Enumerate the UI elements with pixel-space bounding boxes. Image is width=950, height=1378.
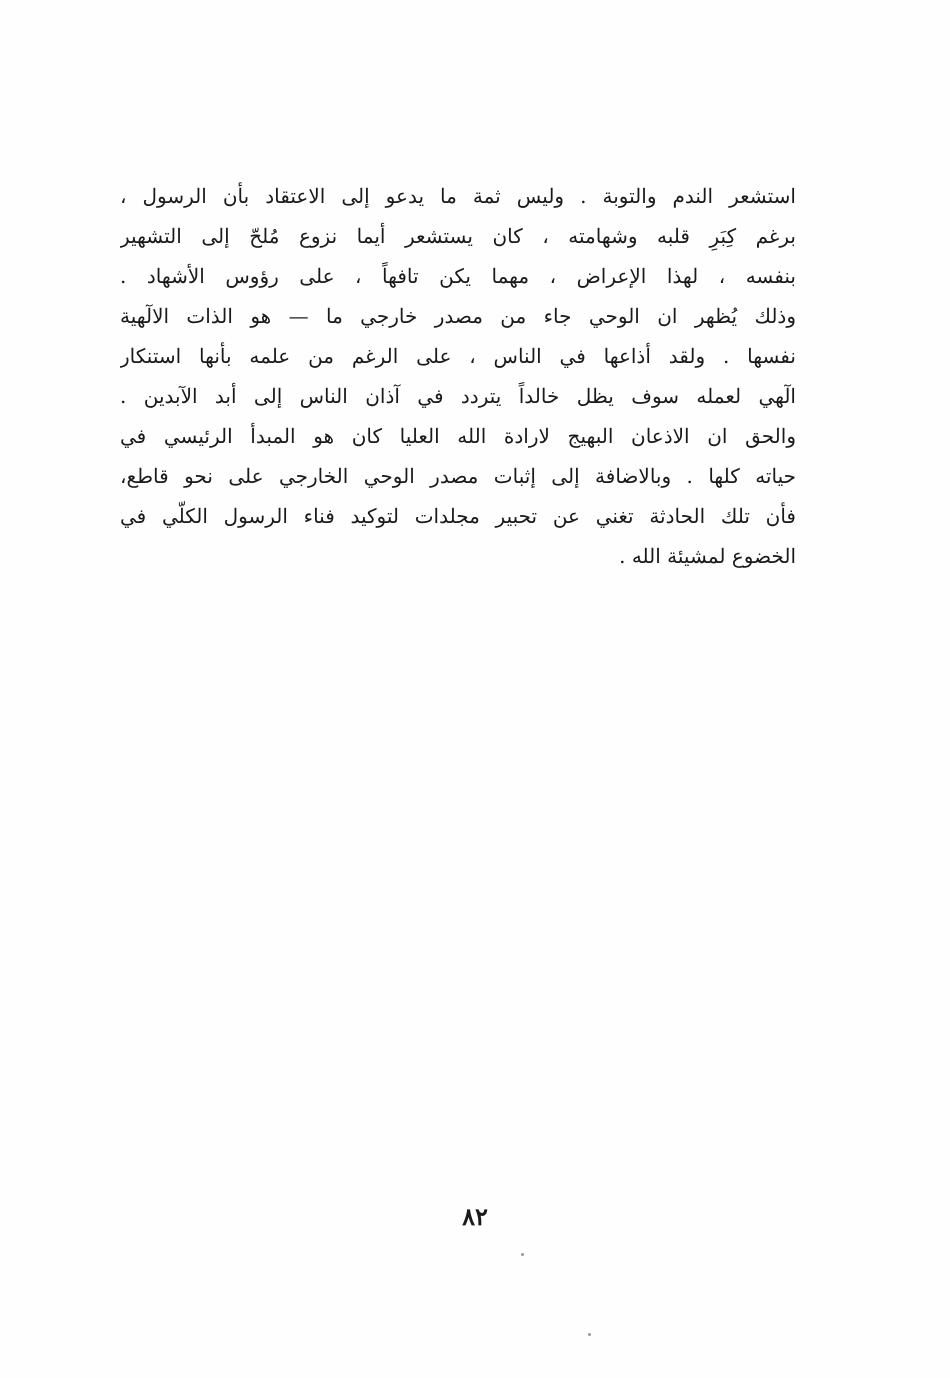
scan-speck [521, 1253, 524, 1256]
text-line-last: الخضوع لمشيئة الله . [619, 544, 796, 568]
text-line: وذلك يُظهر ان الوحي جاء من مصدر خارجي ما — هو الذات الالٓهية [120, 304, 796, 328]
text-line: استشعر الندم والتوبة . وليس ثمة ما يدعو إلى الاعتقاد بأن الرسول ، [120, 184, 796, 208]
text-line: حياته كلها . وبالاضافة إلى إثبات مصدر الوحي الخارجي على نحو قاطع، [120, 464, 796, 488]
text-line: نفسها . ولقد أذاعها في الناس ، على الرغم من علمه بأنها استنكار [120, 344, 796, 368]
text-line: بنفسه ، لهذا الإعراض ، مهما يكن تافهاً ، على رؤوس الأشهاد . [120, 264, 796, 288]
body-text [120, 176, 796, 576]
text-line: فأن تلك الحادثة تغني عن تحبير مجلدات لتوكيد فناء الرسول الكلّي في [120, 504, 796, 528]
page-number: ٨٢ [462, 1202, 488, 1231]
text-line: الٓهي لعمله سوف يظل خالداً يتردد في آذان الناس إلى أبد الآبدين . [120, 384, 796, 408]
text-line: برغم كِبَرِ قلبه وشهامته ، كان يستشعر أيما نزوع مُلحّ إلى التشهير [120, 224, 796, 248]
text-line: والحق ان الاذعان البهيج لارادة الله العليا كان هو المبدأ الرئيسي في [120, 424, 796, 448]
scan-speck [588, 1333, 591, 1336]
